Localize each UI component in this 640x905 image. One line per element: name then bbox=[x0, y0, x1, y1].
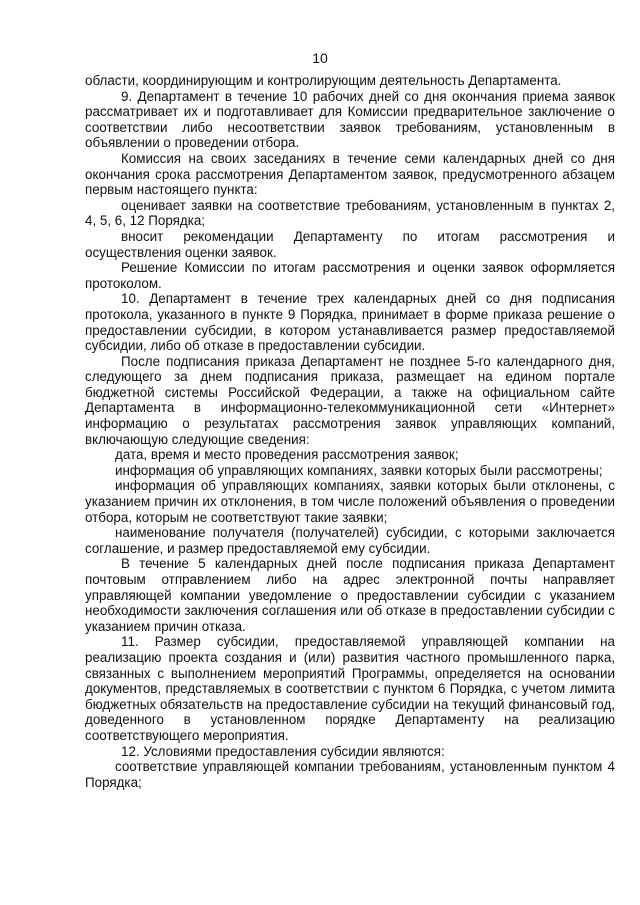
page-number: 10 bbox=[312, 50, 328, 66]
paragraph: В течение 5 календарных дней после подписания приказа Департамент почтовым отправлением либо на адрес электронной почты направляет управляющей компании уведомление о предоставлении субсидии с указанием необходимости заключения соглашения или об отказе в предоставлении субсидии с указанием причин отказа. bbox=[85, 556, 615, 634]
paragraph: информация об управляющих компаниях, заявки которых были отклонены, с указанием причин их отклонения, в том числе положений объявления о проведении отбора, которым не соответствуют такие заявки; bbox=[85, 478, 615, 525]
paragraph: информация об управляющих компаниях, заявки которых были рассмотрены; bbox=[115, 462, 603, 478]
paragraph: наименование получателя (получателей) субсидии, с которыми заключается соглашение, и размер предоставляемой ему субсидии. bbox=[85, 525, 615, 556]
paragraph: оценивает заявки на соответствие требованиям, установленным в пунктах 2, 4, 5, 6, 12 Порядка; bbox=[85, 197, 615, 229]
document-body bbox=[85, 73, 615, 790]
paragraph: дата, время и место проведения рассмотрения заявок; bbox=[115, 447, 459, 463]
paragraph: вносит рекомендации Департаменту по итогам рассмотрения и осуществления оценки заявок. bbox=[85, 228, 615, 260]
paragraph: 10. Департамент в течение трех календарных дней со дня подписания протокола, указанного в пункте 9 Порядка, принимает в форме приказа решение о предоставлении субсидии, в котором устанавливается размер предоставляемой субсидии, либо об отказе в предоставлении субсидии. bbox=[85, 291, 615, 354]
paragraph: области, координирующим и контролирующим деятельность Департамента. bbox=[85, 73, 562, 88]
paragraph: 12. Условиями предоставления субсидии являются: bbox=[121, 743, 445, 759]
paragraph: Решение Комиссии по итогам рассмотрения и оценки заявок оформляется протоколом. bbox=[85, 260, 615, 291]
paragraph: соответствие управляющей компании требованиям, установленным пунктом 4 Порядка; bbox=[85, 759, 615, 790]
paragraph: После подписания приказа Департамент не позднее 5-го календарного дня, следующего за днем подписания приказа, размещает на едином портале бюджетной системы Российской Федерации, а также на официальном сайте Департамента в информационно-телекоммуникационной сети «Интернет» информацию о результатах рассмотрения заявок управляющих компаний, включающую следующие сведения: bbox=[85, 353, 615, 447]
paragraph: 9. Департамент в течение 10 рабочих дней со дня окончания приема заявок рассматривает их и подготавливает для Комиссии предварительное заключение о соответствии либо несоответствии заявок требованиям, установленным в объявлении о проведении отбора. bbox=[85, 88, 615, 151]
paragraph: 11. Размер субсидии, предоставляемой управляющей компании на реализацию проекта создания и (или) развития частного промышленного парка, связанных с выполнением мероприятий Программы, определяется на основании документов, представляемых в соответствии с пунктом 6 Порядка, с учетом лимита бюджетных обязательств на предоставление субсидии на текущий финансовый год, доведенного в установленном порядке Департаменту на реализацию соответствующего мероприятия. bbox=[85, 634, 615, 743]
paragraph: Комиссия на своих заседаниях в течение семи календарных дней со дня окончания срока рассмотрения Департаментом заявок, предусмотренного абзацем первым настоящего пункта: bbox=[85, 150, 615, 198]
